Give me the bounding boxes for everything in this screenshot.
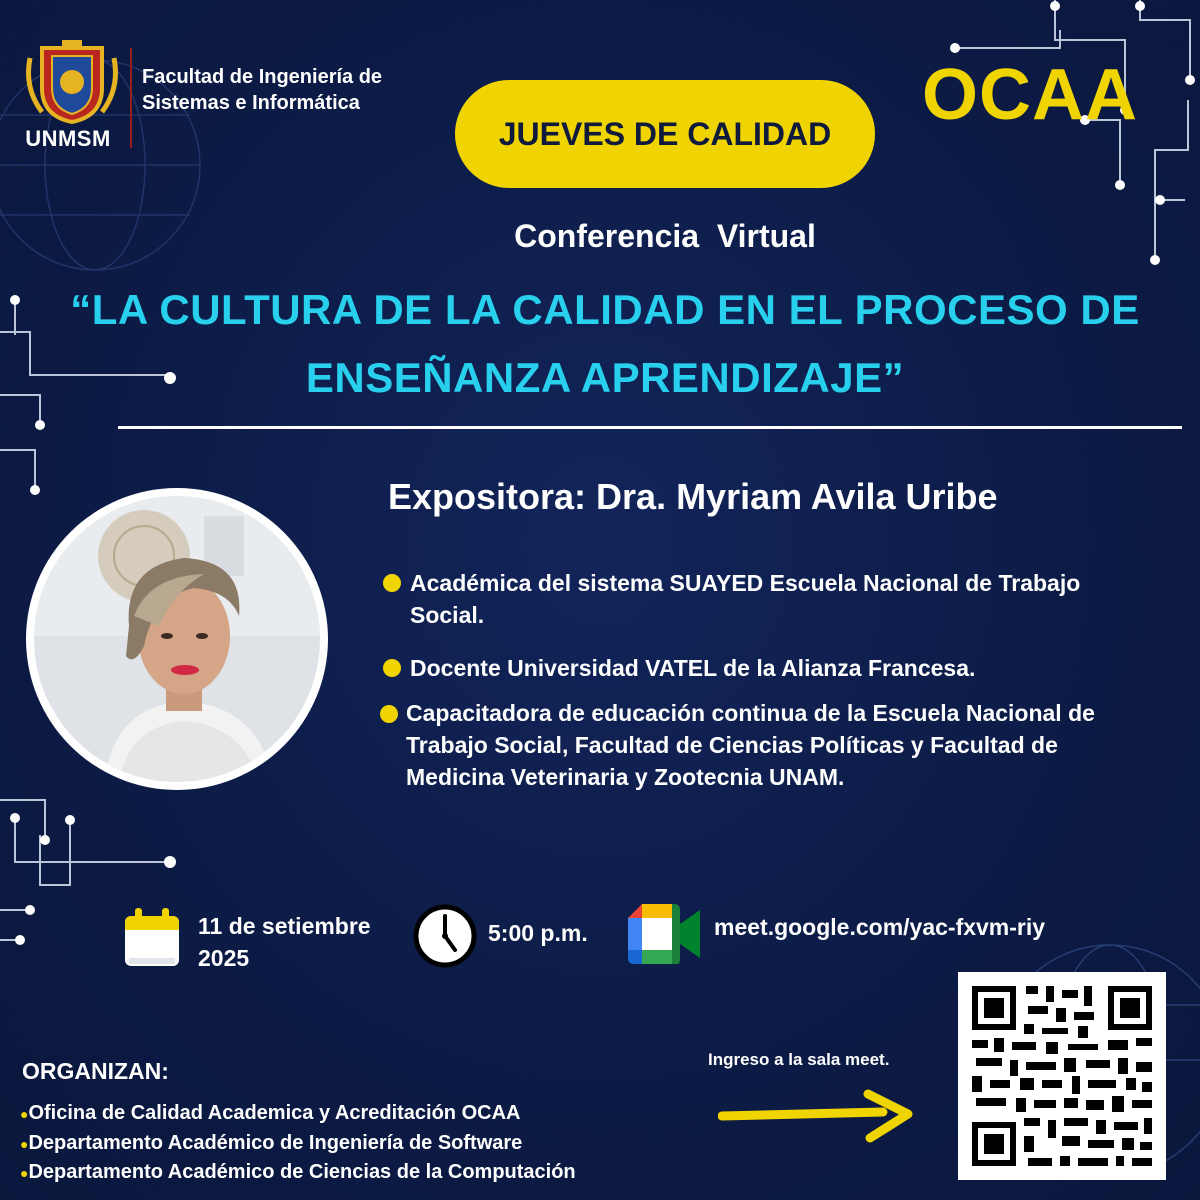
event-series-label: JUEVES DE CALIDAD: [498, 115, 832, 152]
organizers-heading: ORGANIZAN:: [22, 1058, 169, 1084]
bullet-dot: [383, 574, 401, 592]
organizer-item: [20, 1132, 522, 1155]
organizer-item: [20, 1161, 576, 1184]
faculty-name-line2: Sistemas e Informática: [142, 92, 360, 114]
bio-item-1-line2: Social.: [410, 602, 485, 628]
brand-ocaa: OCAA: [922, 55, 1138, 135]
bio-item-3-line3: Medicina Veterinaria y Zootecnia UNAM.: [406, 764, 845, 790]
bullet-dot: ●: [20, 1106, 29, 1122]
bio-item-3-line2: Trabajo Social, Facultad de Ciencias Políticas y Facultad de: [406, 732, 1058, 758]
bullet-dot: ●: [20, 1165, 29, 1181]
organizer-item-label: Oficina de Calidad Academica y Acreditación OCAA: [28, 1102, 521, 1124]
talk-title-line2: ENSEÑANZA APRENDIZAJE”: [305, 354, 905, 401]
event-series-badge: [455, 80, 875, 188]
google-meet-icon: [628, 904, 700, 964]
talk-title-line1: “LA CULTURA DE LA CALIDAD EN EL PROCESO DE: [70, 286, 1140, 333]
bio-item-1: [410, 567, 1080, 631]
title-divider: [118, 426, 1182, 429]
event-date: [198, 910, 371, 974]
event-date-year: 2025: [198, 945, 250, 971]
calendar-icon: [123, 908, 181, 968]
organizer-item-label: Departamento Académico de Ciencias de la Computación: [28, 1161, 576, 1183]
qr-code-pattern: [958, 972, 1166, 1180]
event-time: 5:00 p.m.: [488, 920, 588, 946]
bio-item-1-line1: Académica del sistema SUAYED Escuela Nacional de Trabajo: [410, 570, 1081, 596]
unmsm-crest-icon: [22, 38, 122, 124]
qr-caption: Ingreso a la sala meet.: [708, 1050, 890, 1069]
bullet-dot: ●: [20, 1136, 29, 1152]
speaker-photo: [34, 496, 320, 782]
speaker-name: Expositora: Dra. Myriam Avila Uribe: [388, 476, 998, 517]
qr-code[interactable]: [958, 972, 1166, 1180]
clock-icon: [413, 904, 477, 968]
bullet-dot: [380, 705, 398, 723]
conference-format: Conferencia Virtual: [514, 218, 816, 254]
event-date-day: 11 de setiembre: [198, 913, 371, 939]
organizer-item-label: Departamento Académico de Ingeniería de Software: [28, 1132, 523, 1154]
faculty-name: [142, 64, 382, 116]
bullet-dot: [383, 659, 401, 677]
bio-item-2: [410, 652, 975, 684]
bio-item-3-line1: Capacitadora de educación continua de la Escuela Nacional de: [406, 700, 1095, 726]
logo-divider: [130, 48, 132, 148]
faculty-name-line1: Facultad de Ingeniería de: [142, 66, 383, 88]
organizer-item: [20, 1102, 520, 1125]
arrow-icon: [718, 1088, 918, 1144]
bio-item-2-line1: Docente Universidad VATEL de la Alianza Francesa.: [410, 655, 976, 681]
bio-item-3: [406, 697, 1095, 793]
meet-link[interactable]: meet.google.com/yac-fxvm-riy: [714, 914, 1046, 940]
unmsm-logo-text: UNMSM: [25, 126, 111, 151]
